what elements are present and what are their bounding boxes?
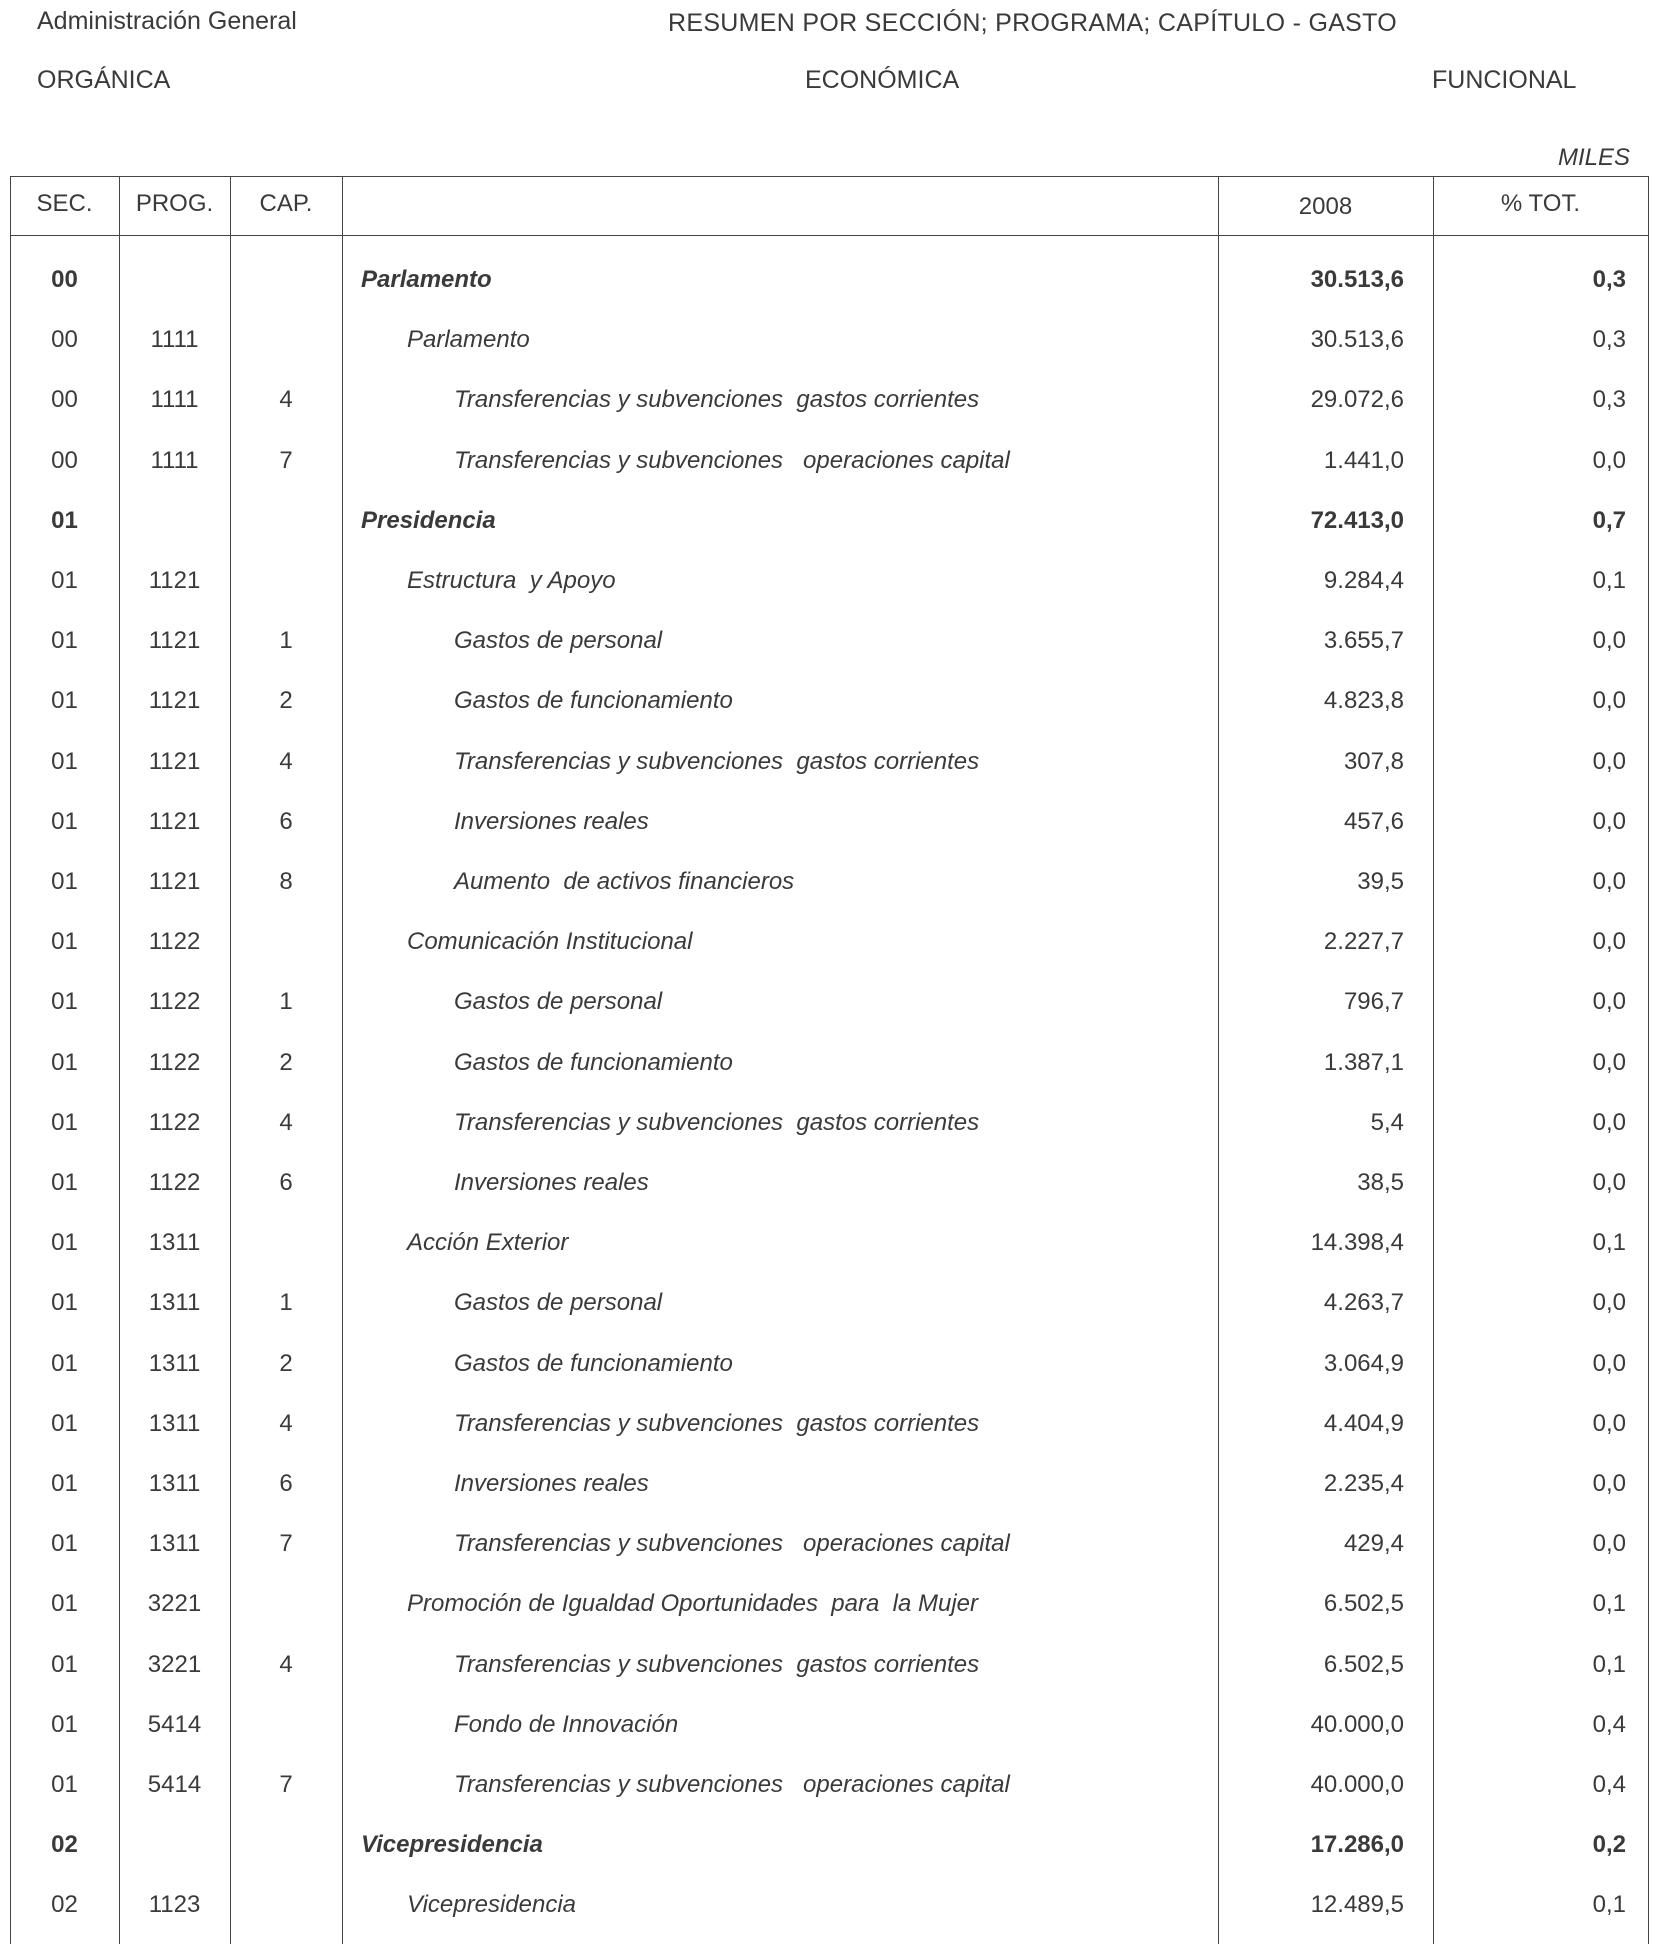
program-row [0,1877,1654,1937]
section-row [0,1817,1654,1877]
cell-amount-2008: 3.064,9 [1323,1350,1404,1377]
chapter-row [0,1396,1654,1456]
cell-prog: 1311 [148,1530,201,1557]
cell-sec: 01 [51,1651,78,1678]
cell-pct-total: 0,0 [1592,808,1626,835]
cell-amount-2008: 5,4 [1370,1109,1404,1136]
header-bottom-border [10,235,1648,236]
cell-prog: 1121 [148,808,201,835]
cell-cap: 4 [279,1651,293,1678]
cell-sec: 01 [51,1711,78,1738]
cell-pct-total: 0,1 [1592,1229,1626,1256]
label-economica: ECONÓMICA [805,66,960,94]
cell-pct-total: 0,0 [1592,687,1626,714]
cell-sec: 00 [51,447,78,474]
cell-amount-2008: 14.398,4 [1310,1229,1404,1256]
cell-amount-2008: 307,8 [1343,748,1404,775]
chapter-row [0,1757,1654,1817]
chapter-row [0,673,1654,733]
chapter-row [0,1516,1654,1576]
cell-sec: 01 [51,627,78,654]
cell-pct-total: 0,0 [1592,988,1626,1015]
cell-prog: 5414 [147,1771,202,1798]
cell-pct-total: 0,0 [1592,1109,1626,1136]
cell-amount-2008: 9.284,4 [1323,567,1404,594]
col-header-pct: % TOT. [1500,190,1581,217]
cell-amount-2008: 796,7 [1343,988,1404,1015]
cell-amount-2008: 2.227,7 [1323,928,1404,955]
cell-description: Transferencias y subvenciones gastos corrientes [454,1410,980,1437]
section-row [0,252,1654,312]
cell-prog: 1121 [148,567,201,594]
cell-amount-2008: 12.489,5 [1310,1891,1404,1918]
table-top-border [10,176,1648,177]
chapter-row [0,1035,1654,1095]
cell-description: Parlamento [407,326,530,353]
cell-sec: 01 [51,1350,78,1377]
cell-sec: 01 [51,1289,78,1316]
cell-prog: 3221 [147,1651,202,1678]
cell-prog: 1311 [148,1229,201,1256]
cell-pct-total: 0,0 [1592,1470,1626,1497]
cell-cap: 4 [279,1410,293,1437]
cell-cap: 7 [279,447,293,474]
cell-amount-2008: 457,6 [1343,808,1404,835]
cell-amount-2008: 4.823,8 [1323,687,1404,714]
cell-pct-total: 0,0 [1592,1289,1626,1316]
cell-prog: 1111 [150,447,199,474]
cell-description: Gastos de personal [454,1289,663,1316]
cell-prog: 1121 [148,687,201,714]
cell-description: Parlamento [361,266,492,293]
cell-sec: 02 [51,1891,78,1918]
cell-sec: 01 [51,1169,78,1196]
cell-description: Transferencias y subvenciones gastos corrientes [454,1109,980,1136]
cell-prog: 1122 [148,1169,201,1196]
report-title: RESUMEN POR SECCIÓN; PROGRAMA; CAPÍTULO - GASTO [668,9,1398,37]
cell-pct-total: 0,7 [1592,507,1626,534]
cell-cap: 1 [279,988,293,1015]
col-header-sec: SEC. [36,190,93,217]
cell-cap: 6 [279,1470,293,1497]
cell-sec: 01 [51,1410,78,1437]
col-header-year: 2008 [1298,193,1353,220]
cell-description: Vicepresidencia [361,1831,543,1858]
cell-amount-2008: 40.000,0 [1310,1711,1404,1738]
cell-amount-2008: 38,5 [1357,1169,1404,1196]
chapter-row [0,1095,1654,1155]
chapter-row [0,854,1654,914]
cell-pct-total: 0,0 [1592,1410,1626,1437]
cell-sec: 01 [51,1109,78,1136]
cell-description: Inversiones reales [454,808,649,835]
cell-pct-total: 0,1 [1592,567,1626,594]
cell-description: Presidencia [361,507,496,534]
cell-sec: 01 [51,1049,78,1076]
cell-cap: 2 [279,1049,293,1076]
chapter-row [0,794,1654,854]
chapter-row [0,1275,1654,1335]
cell-pct-total: 0,0 [1592,1530,1626,1557]
cell-pct-total: 0,0 [1592,748,1626,775]
cell-amount-2008: 29.072,6 [1310,386,1404,413]
cell-amount-2008: 72.413,0 [1310,507,1404,534]
units-label: MILES [1557,144,1630,171]
cell-cap: 1 [279,627,293,654]
cell-description: Gastos de funcionamiento [454,687,733,714]
cell-description: Fondo de Innovación [454,1711,679,1738]
cell-sec: 02 [51,1831,78,1858]
program-row [0,312,1654,372]
cell-sec: 01 [51,868,78,895]
section-row [0,493,1654,553]
cell-pct-total: 0,1 [1592,1590,1626,1617]
cell-prog: 1122 [148,1049,201,1076]
cell-pct-total: 0,2 [1592,1831,1626,1858]
cell-cap: 7 [279,1771,293,1798]
cell-pct-total: 0,0 [1592,1049,1626,1076]
cell-sec: 01 [51,928,78,955]
chapter-row [0,372,1654,432]
cell-sec: 01 [51,687,78,714]
col-header-prog: PROG. [135,190,214,217]
cell-description: Comunicación Institucional [407,928,693,955]
label-funcional: FUNCIONAL [1432,66,1577,94]
cell-description: Estructura y Apoyo [407,567,616,594]
chapter-row [0,1155,1654,1215]
cell-sec: 00 [51,326,78,353]
cell-prog: 1311 [148,1470,201,1497]
cell-prog: 1122 [148,928,201,955]
cell-prog: 1122 [148,1109,201,1136]
cell-prog: 5414 [147,1711,202,1738]
cell-prog: 1123 [148,1891,201,1918]
col-header-cap: CAP. [259,190,313,217]
cell-cap: 8 [279,868,293,895]
cell-amount-2008: 30.513,6 [1310,266,1404,293]
cell-amount-2008: 6.502,5 [1323,1590,1404,1617]
cell-prog: 1111 [150,326,199,353]
cell-sec: 01 [51,507,78,534]
cell-amount-2008: 3.655,7 [1323,627,1404,654]
cell-prog: 1121 [148,868,201,895]
cell-pct-total: 0,0 [1592,928,1626,955]
cell-pct-total: 0,0 [1592,1350,1626,1377]
cell-sec: 01 [51,808,78,835]
cell-pct-total: 0,1 [1592,1891,1626,1918]
program-row [0,1215,1654,1275]
cell-pct-total: 0,3 [1592,386,1626,413]
chapter-row [0,1456,1654,1516]
cell-cap: 4 [279,748,293,775]
program-row [0,914,1654,974]
cell-amount-2008: 6.502,5 [1323,1651,1404,1678]
cell-prog: 1311 [148,1350,201,1377]
cell-pct-total: 0,0 [1592,1169,1626,1196]
cell-description: Vicepresidencia [407,1891,576,1918]
cell-description: Transferencias y subvenciones operaciones capital [454,447,1010,474]
cell-description: Transferencias y subvenciones gastos corrientes [454,386,980,413]
cell-description: Acción Exterior [407,1229,569,1256]
program-row [0,1576,1654,1636]
report-entity: Administración General [37,7,297,35]
cell-sec: 01 [51,988,78,1015]
cell-cap: 1 [279,1289,293,1316]
cell-amount-2008: 39,5 [1357,868,1404,895]
cell-prog: 1122 [148,988,201,1015]
cell-amount-2008: 429,4 [1343,1530,1404,1557]
cell-amount-2008: 40.000,0 [1310,1771,1404,1798]
cell-description: Transferencias y subvenciones operaciones capital [454,1530,1010,1557]
cell-amount-2008: 4.263,7 [1323,1289,1404,1316]
cell-prog: 1121 [148,627,201,654]
cell-description: Transferencias y subvenciones operaciones capital [454,1771,1010,1798]
cell-cap: 6 [279,808,293,835]
cell-sec: 00 [51,266,78,293]
cell-sec: 01 [51,1771,78,1798]
cell-sec: 01 [51,1530,78,1557]
cell-sec: 00 [51,386,78,413]
cell-cap: 4 [279,1109,293,1136]
chapter-row [0,1336,1654,1396]
cell-pct-total: 0,0 [1592,627,1626,654]
label-organica: ORGÁNICA [37,66,171,94]
cell-pct-total: 0,0 [1592,868,1626,895]
cell-cap: 6 [279,1169,293,1196]
cell-description: Gastos de funcionamiento [454,1049,733,1076]
cell-description: Promoción de Igualdad Oportunidades para la Mujer [407,1590,979,1617]
cell-pct-total: 0,4 [1592,1771,1626,1798]
chapter-row [0,1697,1654,1757]
cell-prog: 1311 [148,1410,201,1437]
chapter-row [0,613,1654,673]
cell-amount-2008: 17.286,0 [1310,1831,1404,1858]
cell-pct-total: 0,3 [1592,326,1626,353]
chapter-row [0,1637,1654,1697]
cell-pct-total: 0,1 [1592,1651,1626,1678]
cell-description: Inversiones reales [454,1169,649,1196]
cell-sec: 01 [51,567,78,594]
cell-sec: 01 [51,1470,78,1497]
cell-description: Aumento de activos financieros [454,868,795,895]
cell-description: Transferencias y subvenciones gastos corrientes [454,748,980,775]
cell-amount-2008: 30.513,6 [1310,326,1404,353]
cell-description: Transferencias y subvenciones gastos corrientes [454,1651,980,1678]
cell-amount-2008: 2.235,4 [1323,1470,1404,1497]
cell-description: Gastos de funcionamiento [454,1350,733,1377]
cell-amount-2008: 1.441,0 [1323,447,1404,474]
cell-pct-total: 0,0 [1592,447,1626,474]
cell-sec: 01 [51,748,78,775]
chapter-row [0,433,1654,493]
cell-sec: 01 [51,1590,78,1617]
cell-description: Inversiones reales [454,1470,649,1497]
cell-pct-total: 0,3 [1592,266,1626,293]
cell-cap: 2 [279,687,293,714]
cell-prog: 1311 [148,1289,201,1316]
cell-prog: 1121 [148,748,201,775]
program-row [0,553,1654,613]
cell-cap: 2 [279,1350,293,1377]
cell-pct-total: 0,4 [1592,1711,1626,1738]
cell-cap: 4 [279,386,293,413]
cell-prog: 1111 [150,386,199,413]
cell-prog: 3221 [147,1590,202,1617]
cell-sec: 01 [51,1229,78,1256]
cell-description: Gastos de personal [454,627,663,654]
chapter-row [0,974,1654,1034]
cell-amount-2008: 4.404,9 [1323,1410,1404,1437]
cell-amount-2008: 1.387,1 [1323,1049,1404,1076]
cell-description: Gastos de personal [454,988,663,1015]
cell-cap: 7 [279,1530,293,1557]
chapter-row [0,734,1654,794]
